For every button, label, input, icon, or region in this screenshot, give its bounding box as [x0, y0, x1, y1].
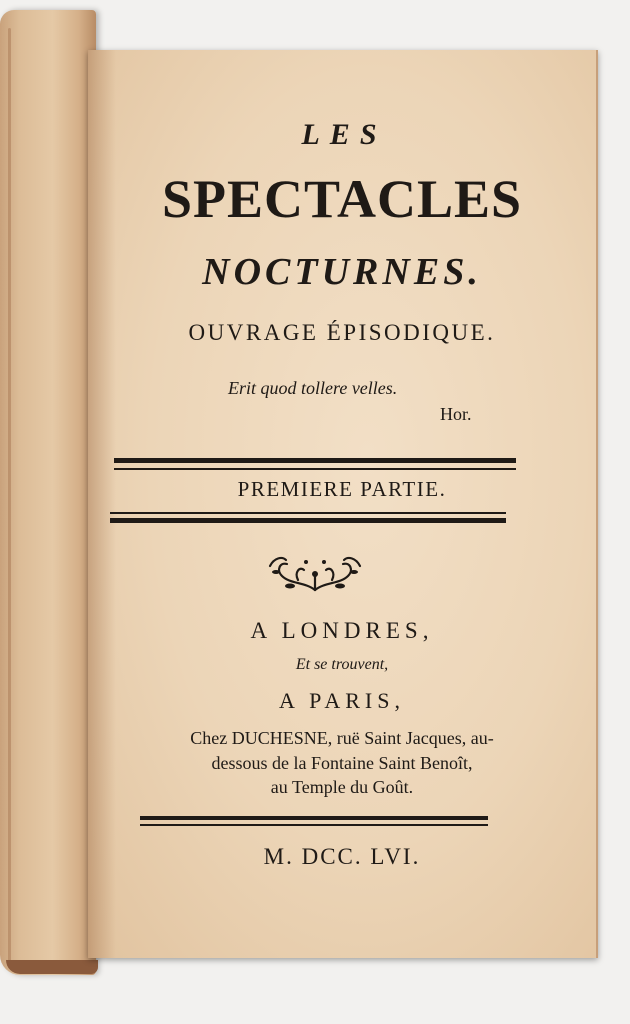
imprint-city: A LONDRES, — [250, 618, 434, 643]
double-rule-bottom-thin — [110, 512, 506, 514]
book-binding — [6, 960, 98, 974]
title-page — [88, 50, 598, 958]
floral-ornament-icon — [260, 550, 370, 596]
title-nocturnes: NOCTURNES. — [202, 251, 482, 293]
title-les: LES — [301, 118, 387, 151]
imprint-city-2: A PARIS, — [278, 688, 405, 713]
publisher-line-3: au Temple du Goût. — [270, 777, 414, 797]
publication-date: M. DCC. LVI. — [263, 844, 421, 869]
date-rule-thin — [140, 824, 488, 826]
publisher-line-1: Chez DUCHESNE, ruë Saint Jacques, au- — [190, 728, 494, 748]
title-spectacles: SPECTACLES — [161, 169, 523, 229]
imprint-note: Et se trouvent, — [295, 656, 389, 673]
double-rule-top-thick — [114, 458, 516, 463]
epigraph: Erit quod tollere velles. — [228, 378, 398, 398]
double-rule-bottom-thick — [110, 518, 506, 523]
left-page — [0, 10, 96, 975]
epigraph-author: Hor. — [440, 404, 472, 424]
publisher-line-2: dessous de la Fontaine Saint Benoît, — [211, 753, 473, 773]
double-rule-top-thin — [114, 468, 516, 470]
part-label: PREMIERE PARTIE. — [237, 477, 447, 501]
date-rule-thick — [140, 816, 488, 820]
subtitle: OUVRAGE ÉPISODIQUE. — [188, 320, 496, 345]
